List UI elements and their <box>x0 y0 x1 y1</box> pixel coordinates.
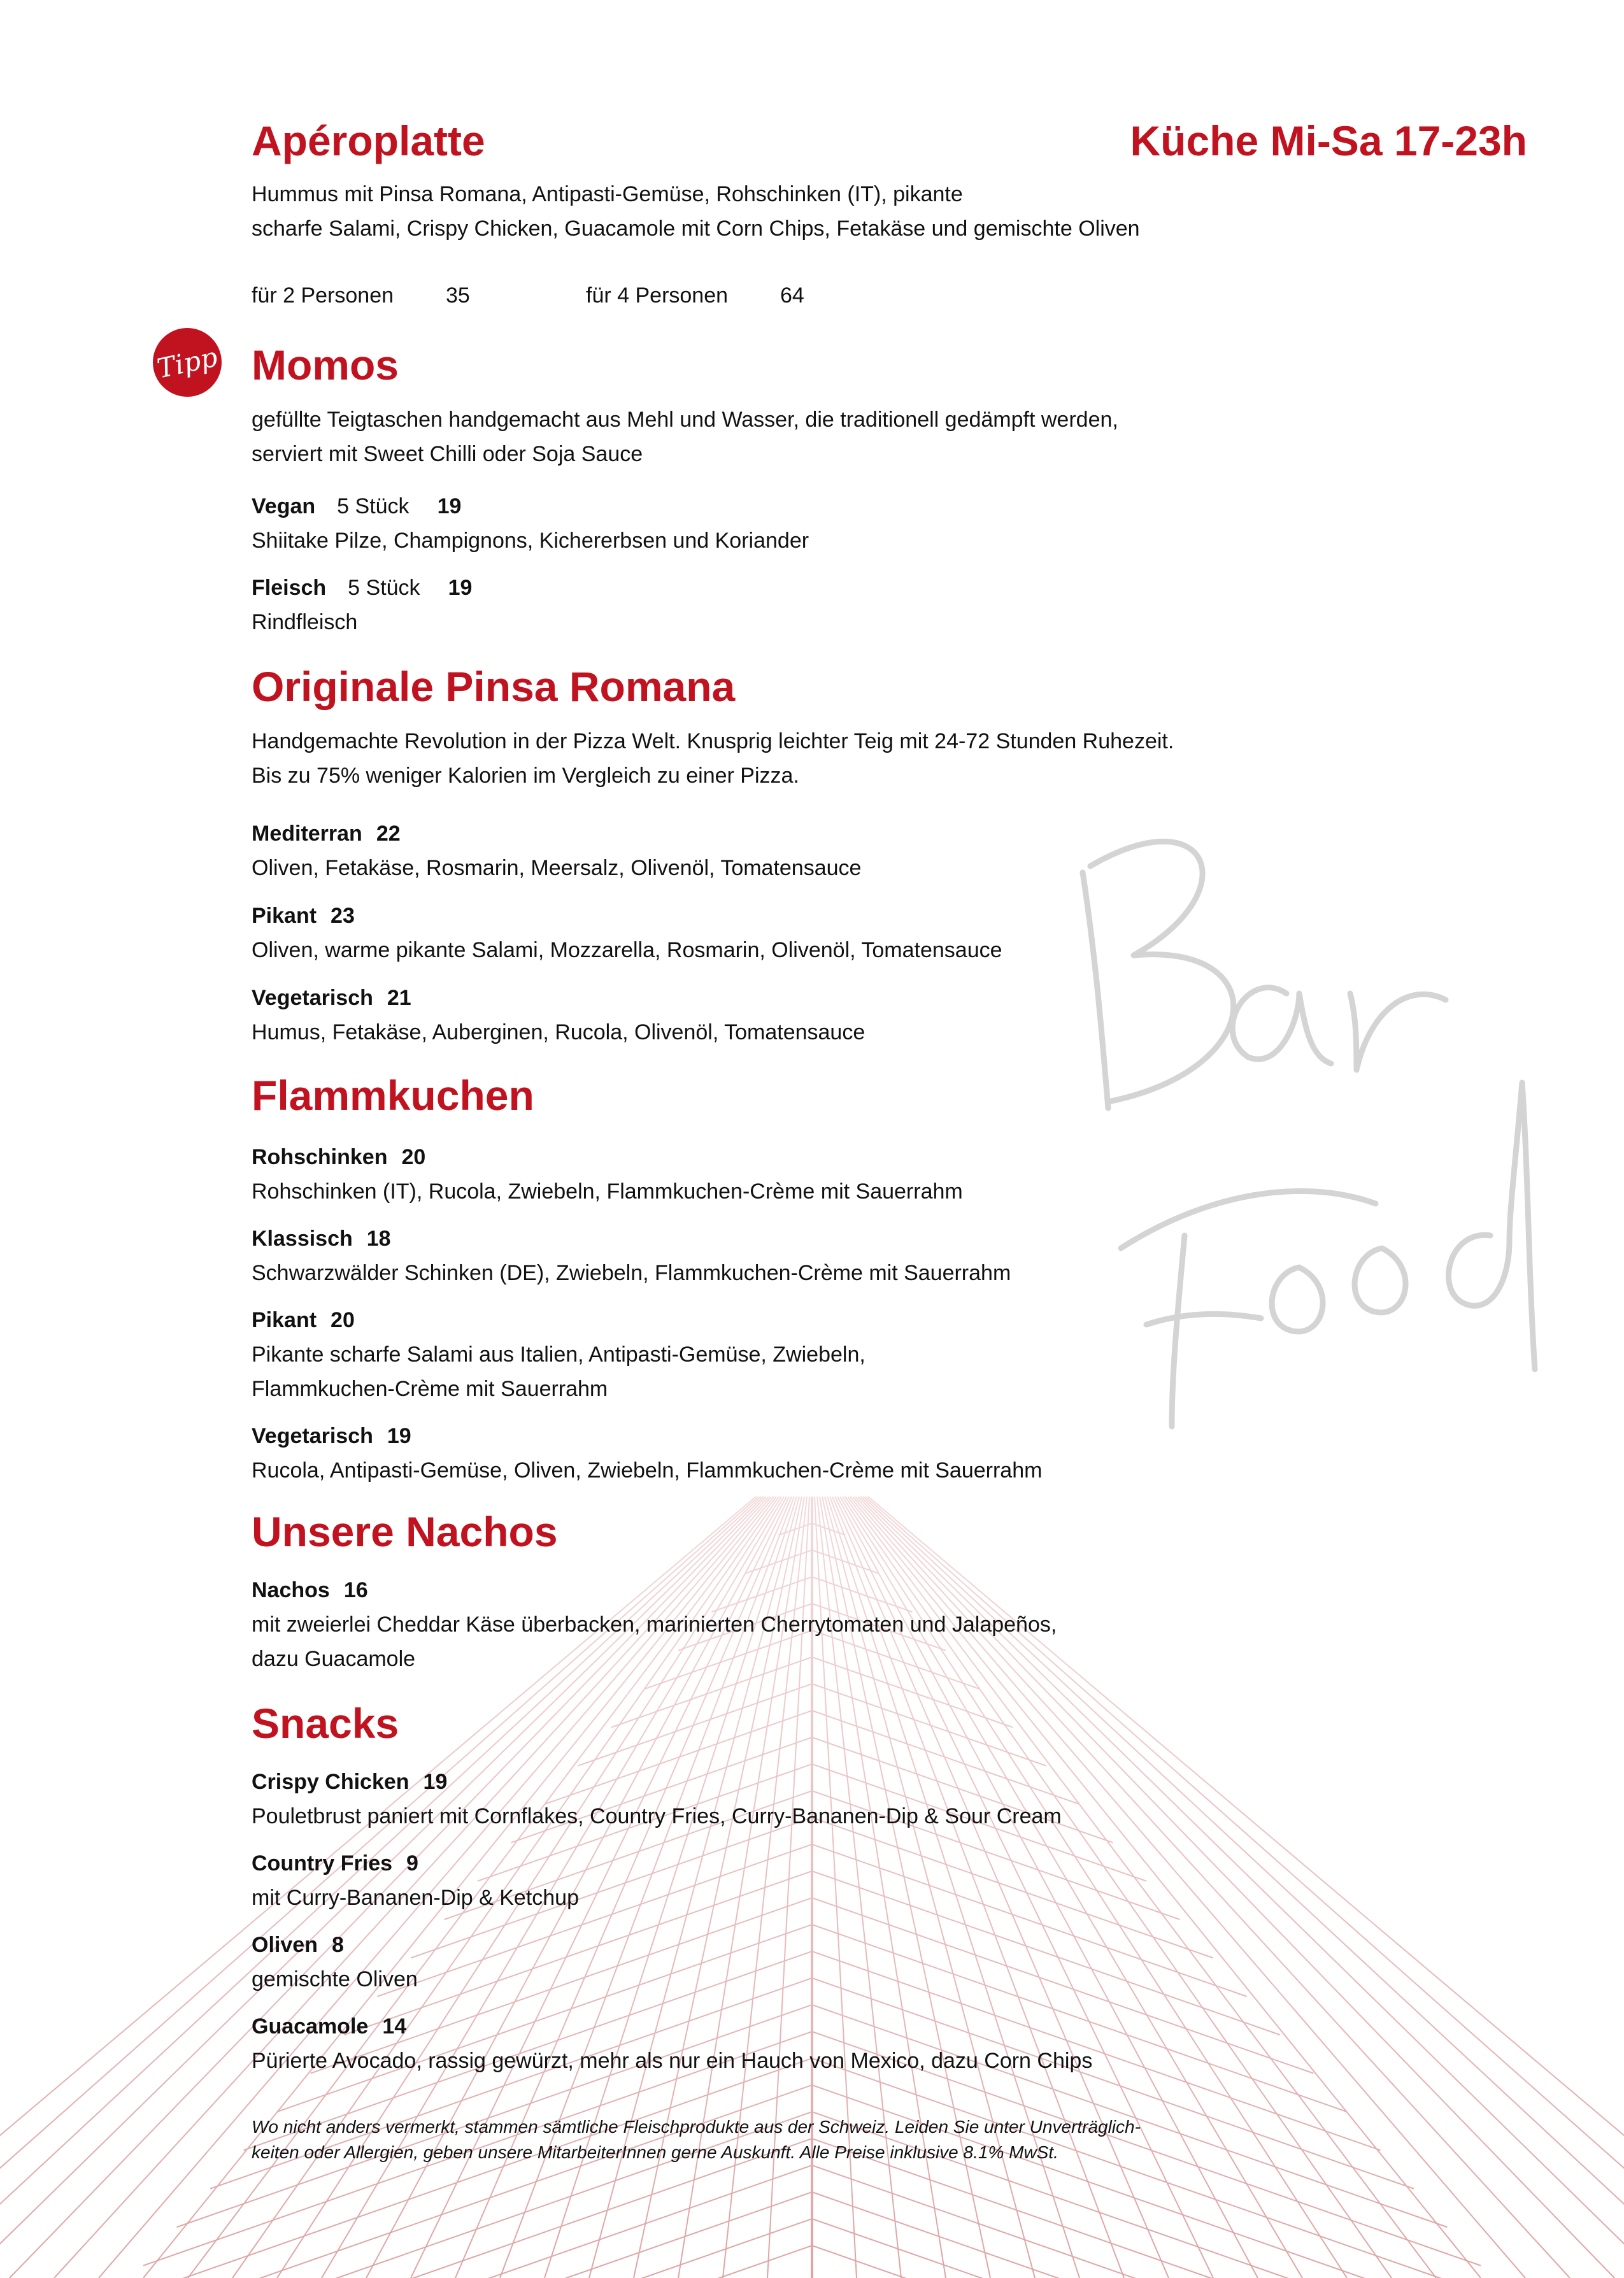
item-name: Pikant <box>252 1308 317 1332</box>
item-description: Oliven, warme pikante Salami, Mozzarella, Rosmarin, Olivenöl, Tomatensauce <box>252 938 1002 962</box>
item-description-cont: dazu Guacamole <box>252 1647 416 1671</box>
item-description: Rohschinken (IT), Rucola, Zwiebeln, Flammkuchen-Crème mit Sauerrahm <box>252 1179 963 1204</box>
momos-title: Momos <box>252 341 399 388</box>
item-name: Vegan <box>252 494 316 518</box>
item-name: Crispy Chicken <box>252 1770 410 1794</box>
item-description: mit zweierlei Cheddar Käse überbacken, marinierten Cherrytomaten und Jalapeños, <box>252 1612 1057 1637</box>
momos-desc-line-2: serviert mit Sweet Chilli oder Soja Sauce <box>252 442 643 466</box>
momos-desc-line-1: gefüllte Teigtaschen handgemacht aus Mehl und Wasser, die traditionell gedämpft werden, <box>252 408 1118 432</box>
snacks-title: Snacks <box>252 1700 399 1747</box>
item-price: 14 <box>382 2014 407 2039</box>
menu-item-country-fries <box>252 1846 418 1881</box>
item-description: Pürierte Avocado, rassig gewürzt, mehr als nur ein Hauch von Mexico, dazu Corn Chips <box>252 2049 1093 2073</box>
option-label: für 4 Personen <box>586 283 729 308</box>
item-description: Humus, Fetakäse, Auberginen, Rucola, Olivenöl, Tomatensauce <box>252 1020 865 1044</box>
item-price: 20 <box>401 1145 426 1169</box>
item-description: gemischte Oliven <box>252 1967 418 1991</box>
menu-item-vegetarisch <box>252 1419 411 1453</box>
item-description: Schwarzwälder Schinken (DE), Zwiebeln, Flammkuchen-Crème mit Sauerrahm <box>252 1261 1011 1285</box>
menu-item-nachos <box>252 1573 368 1607</box>
menu-item-pikant <box>252 899 355 933</box>
item-price: 16 <box>343 1578 368 1602</box>
pinsa-title: Originale Pinsa Romana <box>252 663 736 710</box>
item-price: 19 <box>448 576 473 600</box>
item-price: 19 <box>423 1770 448 1794</box>
aperoplatte-price-4-persons: 64 <box>780 283 804 308</box>
nachos-title: Unsere Nachos <box>252 1508 558 1555</box>
item-description: Pouletbrust paniert mit Cornflakes, Country Fries, Curry-Bananen-Dip & Sour Cream <box>252 1804 1062 1828</box>
menu-item-crispy-chicken <box>252 1765 447 1799</box>
item-description: Rindfleisch <box>252 610 358 634</box>
item-name: Oliven <box>252 1933 318 1957</box>
kitchen-hours: Küche Mi-Sa 17-23h <box>1130 117 1527 164</box>
pinsa-desc-line-2: Bis zu 75% weniger Kalorien im Vergleich zu einer Pizza. <box>252 764 799 788</box>
item-price: 8 <box>331 1933 344 1957</box>
option-label: für 2 Personen <box>252 283 394 308</box>
flammkuchen-title: Flammkuchen <box>252 1072 534 1119</box>
tipp-badge-icon: Tipp <box>146 322 228 403</box>
menu-item-oliven <box>252 1928 344 1962</box>
aperoplatte-desc-line-1: Hummus mit Pinsa Romana, Antipasti-Gemüse, Rohschinken (IT), pikante <box>252 182 963 206</box>
item-name: Vegetarisch <box>252 986 373 1010</box>
item-name: Guacamole <box>252 2014 369 2039</box>
aperoplatte-price-2-persons: 35 <box>446 283 470 308</box>
item-name: Mediterran <box>252 822 362 846</box>
item-price: 19 <box>387 1424 411 1448</box>
item-price: 22 <box>376 822 401 846</box>
menu-item-guacamole <box>252 2009 406 2044</box>
menu-item-rohschinken <box>252 1140 425 1174</box>
item-qty: 5 Stück <box>337 494 410 518</box>
item-price: 9 <box>406 1851 418 1876</box>
aperoplatte-desc-line-2: scharfe Salami, Crispy Chicken, Guacamole mit Corn Chips, Fetakäse und gemischte Oliven <box>252 217 1140 241</box>
item-name: Klassisch <box>252 1227 353 1251</box>
item-price: 19 <box>437 494 462 518</box>
menu-item-vegetarisch <box>252 981 411 1015</box>
item-name: Vegetarisch <box>252 1424 373 1448</box>
item-description-cont: Flammkuchen-Crème mit Sauerrahm <box>252 1377 608 1401</box>
footer-note-line-1: Wo nicht anders vermerkt, stammen sämtliche Fleischprodukte aus der Schweiz. Leiden Sie unter Unverträglich- <box>252 2117 1141 2137</box>
aperoplatte-option-4-persons <box>586 278 728 313</box>
item-name: Pikant <box>252 904 317 928</box>
item-name: Nachos <box>252 1578 330 1602</box>
pinsa-desc-line-1: Handgemachte Revolution in der Pizza Welt. Knusprig leichter Teig mit 24-72 Stunden Ruhezeit. <box>252 729 1174 753</box>
menu-item-mediterran <box>252 816 401 851</box>
aperoplatte-option-2-persons <box>252 278 394 313</box>
item-price: 23 <box>331 904 355 928</box>
menu-item-vegan <box>252 489 461 523</box>
item-description: Pikante scharfe Salami aus Italien, Antipasti-Gemüse, Zwiebeln, <box>252 1342 865 1367</box>
item-price: 20 <box>331 1308 355 1332</box>
item-price: 21 <box>387 986 411 1010</box>
footer-note-line-2: keiten oder Allergien, geben unsere MitarbeiterInnen gerne Auskunft. Alle Preise inklusive 8.1% MwSt. <box>252 2142 1058 2162</box>
item-name: Country Fries <box>252 1851 393 1876</box>
item-description: Rucola, Antipasti-Gemüse, Oliven, Zwiebeln, Flammkuchen-Crème mit Sauerrahm <box>252 1458 1043 1483</box>
item-price: 18 <box>366 1227 391 1251</box>
item-description: Shiitake Pilze, Champignons, Kichererbsen und Koriander <box>252 529 809 553</box>
item-name: Rohschinken <box>252 1145 388 1169</box>
item-description: mit Curry-Bananen-Dip & Ketchup <box>252 1886 580 1910</box>
menu-item-klassisch <box>252 1221 391 1256</box>
aperoplatte-title: Apéroplatte <box>252 117 485 164</box>
item-qty: 5 Stück <box>348 576 420 600</box>
menu-item-fleisch <box>252 571 472 605</box>
item-description: Oliven, Fetakäse, Rosmarin, Meersalz, Olivenöl, Tomatensauce <box>252 856 862 880</box>
menu-item-pikant <box>252 1303 355 1337</box>
item-name: Fleisch <box>252 576 327 600</box>
